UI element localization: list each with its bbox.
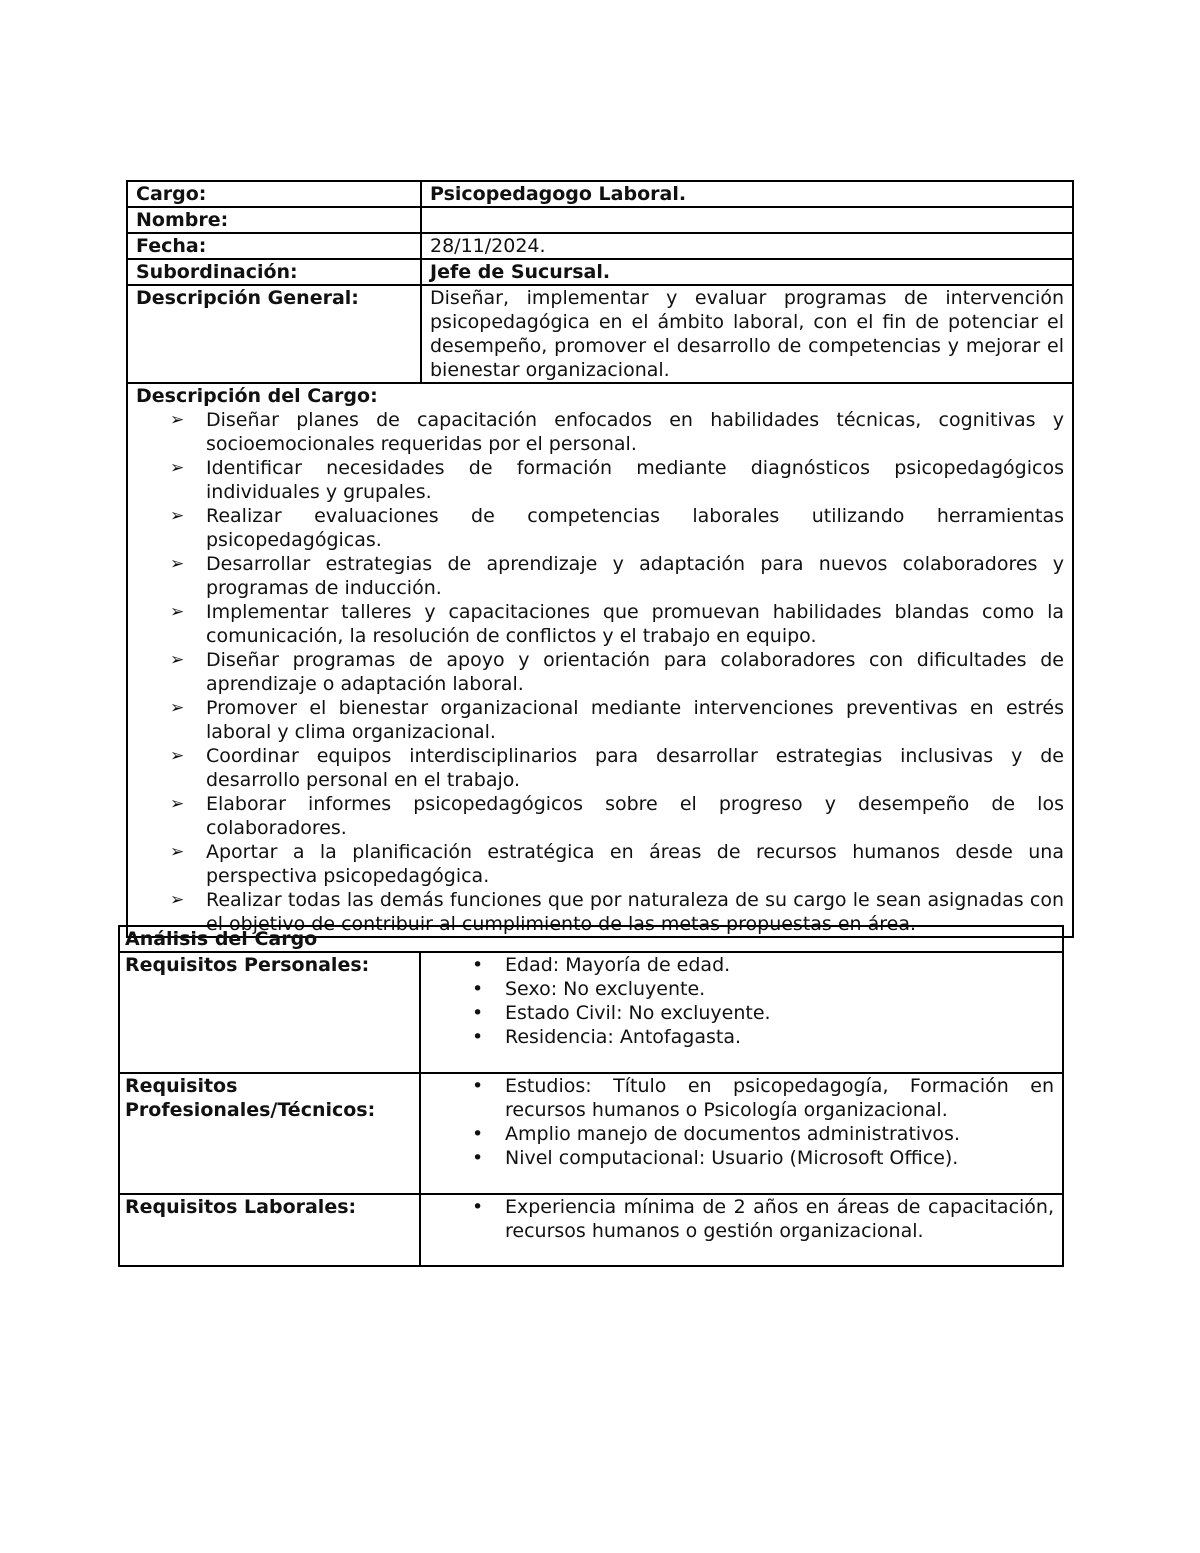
list-item: ➢ Implementar talleres y capacitaciones que promuevan habilidades blandas como la comunicación, la resolución de conflictos y el trabajo en equipo. [206, 600, 1064, 648]
analisis-table [118, 925, 1064, 1267]
label-line: Requisitos [125, 1075, 238, 1097]
row-requisitos-laborales [119, 1194, 1063, 1266]
row-fecha [127, 233, 1073, 259]
label-line: Profesionales/Técnicos: [125, 1099, 376, 1121]
list-item: • Residencia: Antofagasta. [505, 1025, 1054, 1049]
label-requisitos-personales: Requisitos Personales: [119, 952, 420, 1073]
list-item: • Edad: Mayoría de edad. [505, 953, 1054, 977]
row-nombre [127, 207, 1073, 233]
label-subordinacion: Subordinación: [127, 259, 421, 285]
row-descripcion-cargo [127, 383, 1073, 937]
job-header-table [126, 180, 1074, 938]
row-analisis-title [119, 926, 1063, 952]
list-item: ➢ Aportar a la planificación estratégica en áreas de recursos humanos desde una perspectiva psicopedagógica. [206, 840, 1064, 888]
row-cargo [127, 181, 1073, 207]
list-item: ➢ Diseñar programas de apoyo y orientación para colaboradores con dificultades de aprendizaje o adaptación laboral. [206, 648, 1064, 696]
label-descripcion-cargo: Descripción del Cargo: [136, 385, 378, 407]
list-item: • Nivel computacional: Usuario (Microsoft Office). [505, 1146, 1054, 1170]
requisitos-laborales-cell [420, 1194, 1063, 1266]
funciones-list [136, 408, 1064, 936]
analisis-title: Análisis del Cargo [119, 926, 1063, 952]
list-item: ➢ Desarrollar estrategias de aprendizaje y adaptación para nuevos colaboradores y programas de inducción. [206, 552, 1064, 600]
label-requisitos-profesionales [119, 1073, 420, 1194]
list-item: • Sexo: No excluyente. [505, 977, 1054, 1001]
row-requisitos-personales [119, 952, 1063, 1073]
value-fecha: 28/11/2024. [421, 233, 1073, 259]
list-item: • Estado Civil: No excluyente. [505, 1001, 1054, 1025]
row-descripcion-general [127, 285, 1073, 383]
list-item: ➢ Diseñar planes de capacitación enfocados en habilidades técnicas, cognitivas y socioemocionales requeridas por el personal. [206, 408, 1064, 456]
row-subordinacion [127, 259, 1073, 285]
requisitos-profesionales-cell [420, 1073, 1063, 1194]
list-item: ➢ Elaborar informes psicopedagógicos sobre el progreso y desempeño de los colaboradores. [206, 792, 1064, 840]
row-requisitos-profesionales [119, 1073, 1063, 1194]
value-descripcion-general: Diseñar, implementar y evaluar programas de intervención psicopedagógica en el ámbito laboral, con el fin de potenciar el desempeño, promover el desarrollo de competencias y mejorar el bienestar organizacional. [421, 285, 1073, 383]
laborales-list [429, 1195, 1054, 1243]
list-item: ➢ Promover el bienestar organizacional mediante intervenciones preventivas en estrés laboral y clima organizacional. [206, 696, 1064, 744]
list-item: • Amplio manejo de documentos administrativos. [505, 1122, 1054, 1146]
label-nombre: Nombre: [127, 207, 421, 233]
list-item: ➢ Coordinar equipos interdisciplinarios para desarrollar estrategias inclusivas y de desarrollo personal en el trabajo. [206, 744, 1064, 792]
label-fecha: Fecha: [127, 233, 421, 259]
value-subordinacion: Jefe de Sucursal. [421, 259, 1073, 285]
label-requisitos-laborales: Requisitos Laborales: [119, 1194, 420, 1266]
label-descripcion-general: Descripción General: [127, 285, 421, 383]
profesionales-list [429, 1074, 1054, 1170]
list-item: ➢ Realizar todas las demás funciones que por naturaleza de su cargo le sean asignadas con el objetivo de contribuir al cumplimiento de las metas propuestas en área. [206, 888, 1064, 936]
value-cargo: Psicopedagogo Laboral. [421, 181, 1073, 207]
requisitos-personales-cell [420, 952, 1063, 1073]
list-item: ➢ Identificar necesidades de formación mediante diagnósticos psicopedagógicos individuales y grupales. [206, 456, 1064, 504]
label-cargo: Cargo: [127, 181, 421, 207]
value-nombre [421, 207, 1073, 233]
list-item: ➢ Realizar evaluaciones de competencias laborales utilizando herramientas psicopedagógicas. [206, 504, 1064, 552]
list-item: • Estudios: Título en psicopedagogía, Formación en recursos humanos o Psicología organizacional. [505, 1074, 1054, 1122]
list-item: • Experiencia mínima de 2 años en áreas de capacitación, recursos humanos o gestión organizacional. [505, 1195, 1054, 1243]
descripcion-cargo-cell [127, 383, 1073, 937]
personales-list [429, 953, 1054, 1049]
